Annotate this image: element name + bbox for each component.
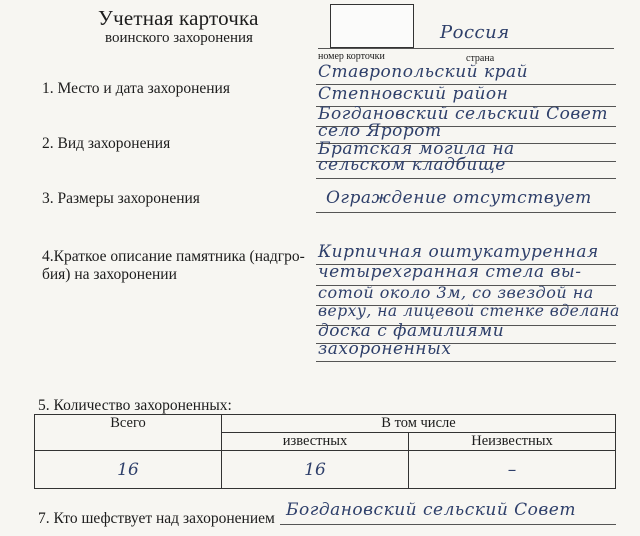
country-label: страна xyxy=(466,53,495,64)
count-label: 5. Количество захороненных: xyxy=(38,397,232,414)
type-line-2: сельском кладбище xyxy=(318,155,506,175)
rule xyxy=(280,524,616,525)
description-label-line-1: 4.Краткое описание памятника (надгро- xyxy=(42,248,305,265)
country-value: Россия xyxy=(440,22,510,43)
description-line-2: четырехгранная стела вы- xyxy=(318,262,582,282)
place-line-4: село Яророт xyxy=(318,121,442,141)
size-line-1: Ограждение отсутствует xyxy=(326,188,592,208)
description-line-6: захороненных xyxy=(318,339,452,359)
card-title: Учетная карточка xyxy=(98,6,259,30)
card-number-label: номер корточки xyxy=(318,51,385,62)
unknown-header: Неизвестных xyxy=(409,433,616,451)
total-header: Всего xyxy=(35,415,222,451)
description-line-4: верху, на лицевой стенке вделана xyxy=(318,302,620,320)
patron-label: 7. Кто шефствует над захоронением xyxy=(38,510,275,527)
type-label: 2. Вид захоронения xyxy=(42,135,171,152)
place-line-1: Ставропольский край xyxy=(318,62,529,82)
known-value: 16 xyxy=(222,451,409,489)
count-table xyxy=(34,414,616,489)
including-header: В том числе xyxy=(222,415,616,433)
description-line-5: доска с фамилиями xyxy=(318,321,505,341)
patron-value: Богдановский сельский Совет xyxy=(286,500,576,520)
place-line-2: Степновский район xyxy=(318,84,509,104)
rule xyxy=(316,212,616,213)
known-header: известных xyxy=(222,433,409,451)
rule xyxy=(316,361,616,362)
description-line-3: сотой около 3м, со звездой на xyxy=(318,283,594,302)
place-line-3: Богдановский сельский Совет xyxy=(318,104,608,124)
total-value: 16 xyxy=(35,451,222,489)
unknown-value: – xyxy=(409,451,616,489)
card-subtitle: воинского захоронения xyxy=(105,30,253,46)
rule xyxy=(316,178,616,179)
description-line-1: Кирпичная оштукатуренная xyxy=(318,242,599,262)
size-label: 3. Размеры захоронения xyxy=(42,190,200,207)
description-label-line-2: бия) на захоронении xyxy=(42,266,177,283)
header-underline xyxy=(318,48,614,49)
place-label: 1. Место и дата захоронения xyxy=(42,80,230,97)
card-number-box xyxy=(330,4,414,48)
type-line-1: Братская могила на xyxy=(318,139,515,159)
